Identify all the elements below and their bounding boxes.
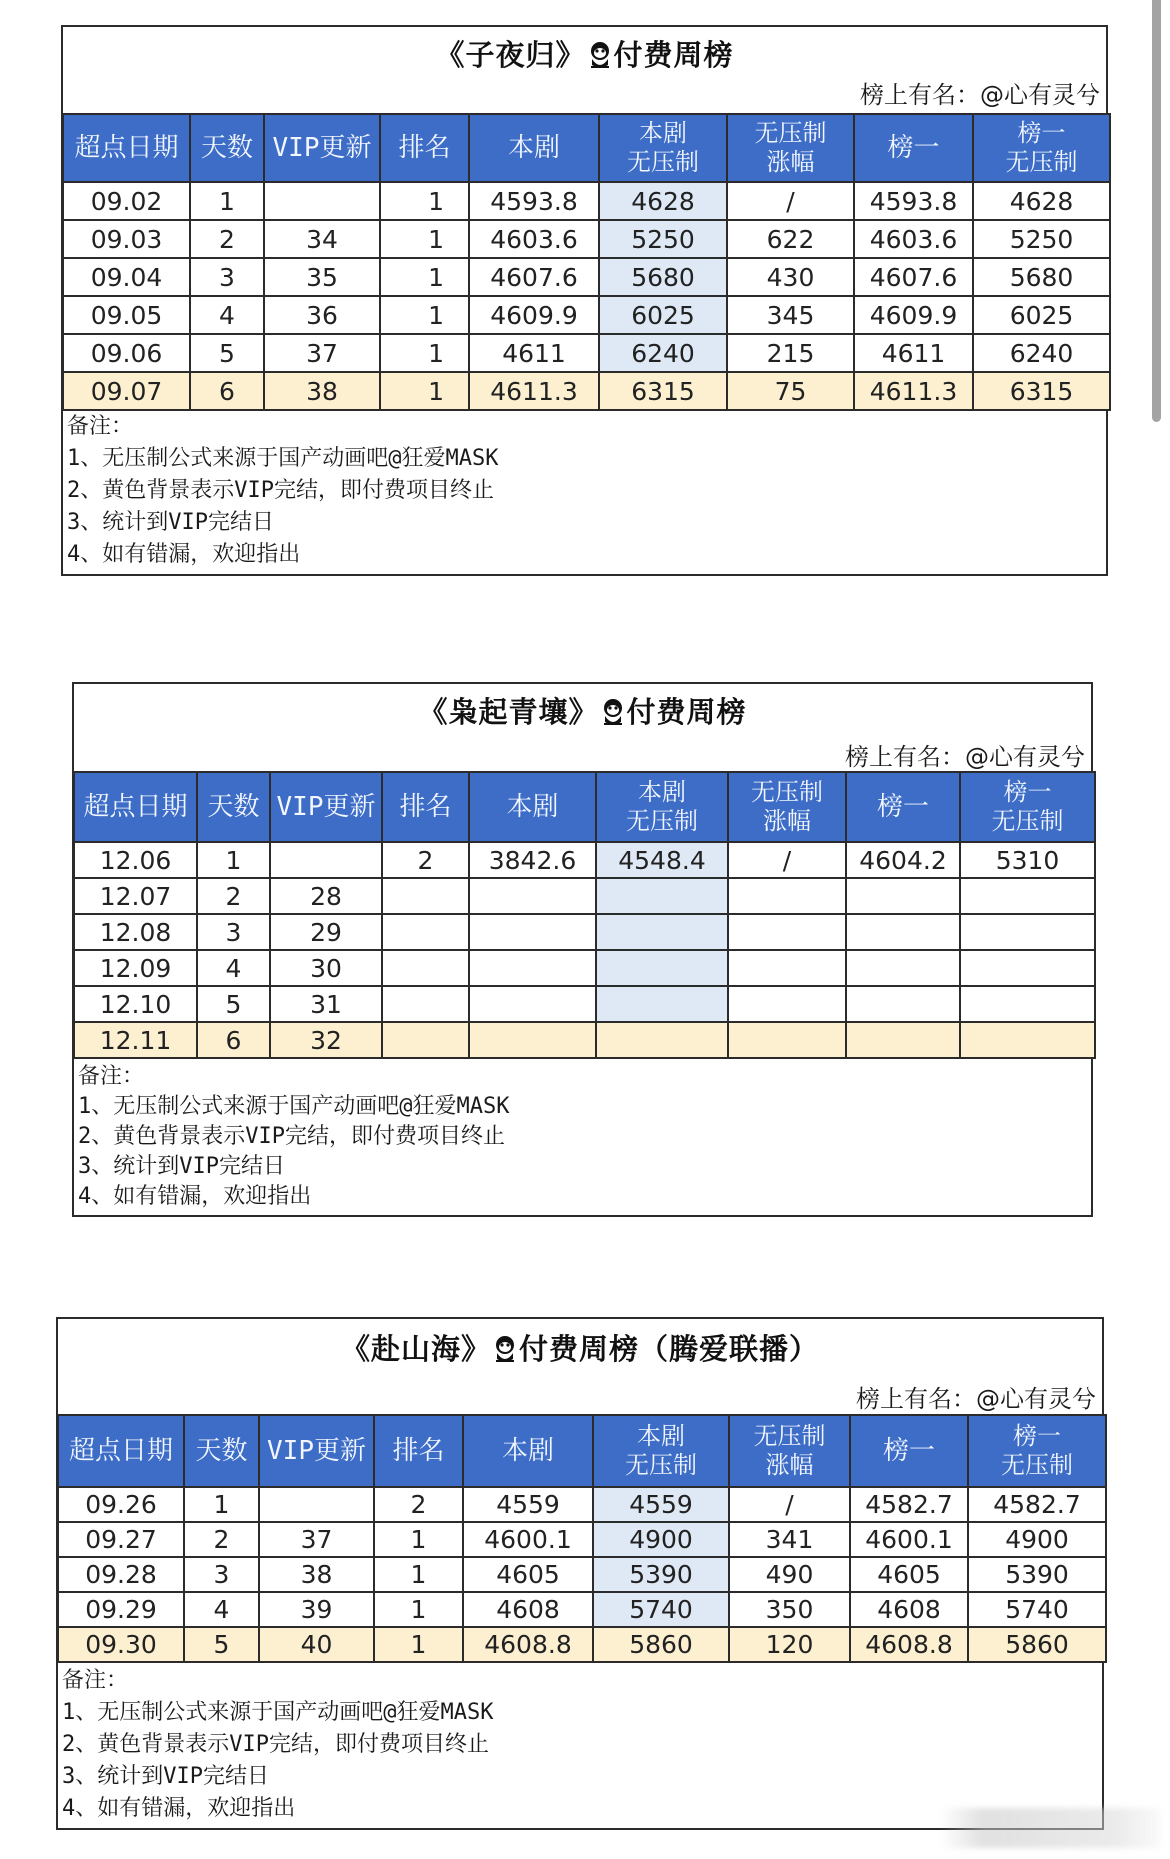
cell-show-nocap: 5740 (593, 1592, 729, 1627)
cell-day: 3 (190, 258, 264, 296)
credit: 榜上有名：@心有灵兮 (845, 743, 1085, 771)
cell-day: 4 (197, 950, 270, 986)
cell-show-nocap: 5250 (599, 220, 727, 258)
col-date: 超点日期 (58, 1415, 184, 1487)
header-row (74, 772, 1095, 842)
cell-date: 09.29 (58, 1592, 184, 1627)
cell-delta (728, 950, 846, 986)
cell-day: 6 (197, 1022, 270, 1058)
cell-day: 5 (184, 1627, 259, 1662)
cell-rank: 1 (380, 258, 469, 296)
board-title (58, 1327, 1102, 1370)
cell-date: 12.08 (74, 914, 197, 950)
col-top-nocap: 榜一 无压制 (973, 114, 1110, 182)
note-item: 3、统计到VIP完结日 (62, 1764, 269, 1789)
table-row (58, 1592, 1106, 1627)
cell-rank (382, 914, 469, 950)
notes-heading: 备注： (67, 414, 134, 439)
cell-top: 4608.8 (850, 1627, 968, 1662)
cell-rank: 1 (380, 296, 469, 334)
header-row (58, 1415, 1106, 1487)
cell-show (469, 878, 596, 914)
cell-top: 4604.2 (846, 842, 960, 878)
col-show-nocap: 本剧 无压制 (599, 114, 727, 182)
cell-day: 2 (197, 878, 270, 914)
cell-top (846, 986, 960, 1022)
cell-show: 4608.8 (463, 1627, 593, 1662)
cell-show: 4559 (463, 1487, 593, 1522)
cell-top: 4600.1 (850, 1522, 968, 1557)
table-row (58, 1487, 1106, 1522)
cell-vip: 36 (264, 296, 380, 334)
cell-day: 3 (197, 914, 270, 950)
table-row (74, 878, 1095, 914)
cell-date: 09.02 (63, 182, 190, 220)
cell-rank: 1 (374, 1592, 463, 1627)
cell-rank: 1 (374, 1627, 463, 1662)
cell-date: 12.07 (74, 878, 197, 914)
board-subtitle: 付费周榜 (613, 38, 734, 72)
cell-date: 12.11 (74, 1022, 197, 1058)
cell-top: 4608 (850, 1592, 968, 1627)
cell-day: 1 (197, 842, 270, 878)
cell-vip (264, 182, 380, 220)
cell-top-nocap: 5250 (973, 220, 1110, 258)
scrollbar[interactable] (1152, 0, 1161, 422)
table-row (63, 182, 1110, 220)
cell-top: 4611.3 (854, 372, 973, 410)
col-rank: 排名 (380, 114, 469, 182)
cell-top: 4582.7 (850, 1487, 968, 1522)
note-item: 3、统计到VIP完结日 (67, 510, 274, 535)
note-item: 1、无压制公式来源于国产动画吧@狂爱MASK (67, 446, 499, 471)
cell-delta: 120 (729, 1627, 850, 1662)
board-ziyegui (61, 25, 1108, 576)
cell-show: 3842.6 (469, 842, 596, 878)
note-item: 2、黄色背景表示VIP完结，即付费项目终止 (62, 1732, 489, 1757)
table-row (58, 1557, 1106, 1592)
col-show-nocap: 本剧 无压制 (593, 1415, 729, 1487)
cell-top-nocap (960, 914, 1095, 950)
note-item: 2、黄色背景表示VIP完结，即付费项目终止 (78, 1124, 505, 1149)
note-item: 1、无压制公式来源于国产动画吧@狂爱MASK (78, 1094, 510, 1119)
credit: 榜上有名：@心有灵兮 (860, 81, 1100, 109)
col-top-nocap: 榜一 无压制 (968, 1415, 1106, 1487)
cell-delta (728, 914, 846, 950)
cell-top-nocap (960, 1022, 1095, 1058)
table-row (63, 296, 1110, 334)
cell-top-nocap: 4900 (968, 1522, 1106, 1557)
cell-delta: 350 (729, 1592, 850, 1627)
cell-show-nocap: 5860 (593, 1627, 729, 1662)
cell-show (469, 914, 596, 950)
cell-show-nocap (596, 914, 728, 950)
cell-show-nocap (596, 1022, 728, 1058)
notes-heading: 备注： (62, 1668, 129, 1693)
cell-show: 4611.3 (469, 372, 599, 410)
cell-date: 09.03 (63, 220, 190, 258)
table-row (58, 1522, 1106, 1557)
cell-vip: 35 (264, 258, 380, 296)
table-row (63, 334, 1110, 372)
cell-vip: 34 (264, 220, 380, 258)
cell-top: 4611 (854, 334, 973, 372)
cell-delta: 622 (727, 220, 854, 258)
cell-rank: 1 (374, 1557, 463, 1592)
board-title (63, 33, 1106, 76)
cell-delta: 75 (727, 372, 854, 410)
notes (78, 1062, 509, 1212)
cell-top-nocap: 5390 (968, 1557, 1106, 1592)
col-show: 本剧 (463, 1415, 593, 1487)
cell-rank (382, 986, 469, 1022)
col-vip: VIP更新 (264, 114, 380, 182)
board-subtitle: 付费周榜（腾爱联播） (519, 1332, 820, 1366)
note-item: 4、如有错漏，欢迎指出 (67, 542, 301, 567)
table-row-vip-end (74, 1022, 1095, 1058)
cell-show-nocap: 5680 (599, 258, 727, 296)
cell-delta (728, 1022, 846, 1058)
table-row (63, 258, 1110, 296)
cell-day: 4 (190, 296, 264, 334)
cell-rank: 2 (374, 1487, 463, 1522)
cell-top-nocap: 4628 (973, 182, 1110, 220)
cell-vip (259, 1487, 374, 1522)
cell-show-nocap (596, 986, 728, 1022)
cell-date: 12.10 (74, 986, 197, 1022)
cell-day: 1 (184, 1487, 259, 1522)
cell-show-nocap: 6240 (599, 334, 727, 372)
col-show: 本剧 (469, 772, 596, 842)
cell-top-nocap: 5310 (960, 842, 1095, 878)
cell-vip: 32 (270, 1022, 382, 1058)
cell-day: 4 (184, 1592, 259, 1627)
cell-vip: 28 (270, 878, 382, 914)
cell-vip: 38 (259, 1557, 374, 1592)
cell-show: 4611 (469, 334, 599, 372)
cell-show (469, 950, 596, 986)
show-title: 《子夜归》 (435, 38, 586, 72)
cell-show-nocap: 4628 (599, 182, 727, 220)
cell-day: 5 (197, 986, 270, 1022)
cell-top-nocap (960, 878, 1095, 914)
cell-top (846, 878, 960, 914)
board-xiaoqiqingrang (72, 682, 1093, 1217)
cell-rank: 1 (380, 334, 469, 372)
cell-vip (270, 842, 382, 878)
cell-top (846, 914, 960, 950)
table-row (74, 950, 1095, 986)
col-nocap-delta: 无压制 涨幅 (729, 1415, 850, 1487)
col-top: 榜一 (854, 114, 973, 182)
cell-date: 12.06 (74, 842, 197, 878)
cell-delta: 490 (729, 1557, 850, 1592)
cell-show: 4605 (463, 1557, 593, 1592)
cell-show: 4609.9 (469, 296, 599, 334)
note-item: 4、如有错漏，欢迎指出 (78, 1184, 312, 1209)
note-item: 1、无压制公式来源于国产动画吧@狂爱MASK (62, 1700, 494, 1725)
cell-vip: 40 (259, 1627, 374, 1662)
cell-rank: 1 (380, 220, 469, 258)
cell-top-nocap (960, 950, 1095, 986)
cell-show-nocap: 4559 (593, 1487, 729, 1522)
cell-rank (382, 1022, 469, 1058)
cell-show (469, 1022, 596, 1058)
cell-delta: 345 (727, 296, 854, 334)
cell-top: 4609.9 (854, 296, 973, 334)
cell-vip: 39 (259, 1592, 374, 1627)
cell-top: 4593.8 (854, 182, 973, 220)
cell-rank (382, 878, 469, 914)
cell-show: 4608 (463, 1592, 593, 1627)
table-row-vip-end (58, 1627, 1106, 1662)
cell-vip: 29 (270, 914, 382, 950)
cell-delta: / (729, 1487, 850, 1522)
col-top-nocap: 榜一 无压制 (960, 772, 1095, 842)
cell-rank: 1 (380, 182, 469, 220)
cell-show-nocap: 6315 (599, 372, 727, 410)
header-row (63, 114, 1110, 182)
cell-day: 2 (184, 1522, 259, 1557)
cell-show: 4593.8 (469, 182, 599, 220)
cell-date: 09.27 (58, 1522, 184, 1557)
penguin-icon (493, 1335, 517, 1370)
cell-top-nocap: 5680 (973, 258, 1110, 296)
cell-vip: 37 (259, 1522, 374, 1557)
cell-show-nocap: 4548.4 (596, 842, 728, 878)
cell-day: 2 (190, 220, 264, 258)
cell-date: 09.04 (63, 258, 190, 296)
table-row (74, 842, 1095, 878)
col-nocap-delta: 无压制 涨幅 (727, 114, 854, 182)
cell-date: 09.30 (58, 1627, 184, 1662)
cell-top-nocap: 6240 (973, 334, 1110, 372)
cell-show-nocap (596, 878, 728, 914)
cell-date: 09.26 (58, 1487, 184, 1522)
table-row (63, 220, 1110, 258)
board-title (74, 690, 1091, 733)
cell-top-nocap: 5740 (968, 1592, 1106, 1627)
cell-delta: / (727, 182, 854, 220)
table-row (74, 914, 1095, 950)
col-show-nocap: 本剧 无压制 (596, 772, 728, 842)
cell-vip: 30 (270, 950, 382, 986)
cell-show-nocap: 6025 (599, 296, 727, 334)
cell-vip: 38 (264, 372, 380, 410)
credit: 榜上有名：@心有灵兮 (856, 1385, 1096, 1413)
cell-rank: 1 (380, 372, 469, 410)
board-subtitle: 付费周榜 (626, 695, 747, 729)
cell-show (469, 986, 596, 1022)
show-title: 《枭起青壤》 (418, 695, 599, 729)
notes-heading: 备注： (78, 1064, 145, 1089)
board-fushanhai (56, 1317, 1104, 1830)
cell-top: 4605 (850, 1557, 968, 1592)
ranking-table (57, 1414, 1107, 1663)
col-date: 超点日期 (63, 114, 190, 182)
penguin-icon (601, 698, 625, 733)
cell-top-nocap (960, 986, 1095, 1022)
cell-delta: 430 (727, 258, 854, 296)
cell-show-nocap (596, 950, 728, 986)
cell-day: 6 (190, 372, 264, 410)
note-item: 4、如有错漏，欢迎指出 (62, 1796, 296, 1821)
cell-vip: 37 (264, 334, 380, 372)
cell-delta: / (728, 842, 846, 878)
ranking-table (62, 113, 1111, 411)
blurred-watermark (940, 1808, 1160, 1848)
col-top: 榜一 (846, 772, 960, 842)
cell-vip: 31 (270, 986, 382, 1022)
cell-date: 09.07 (63, 372, 190, 410)
note-item: 3、统计到VIP完结日 (78, 1154, 285, 1179)
cell-rank: 1 (374, 1522, 463, 1557)
cell-top-nocap: 6025 (973, 296, 1110, 334)
cell-date: 09.28 (58, 1557, 184, 1592)
table-row-vip-end (63, 372, 1110, 410)
cell-top: 4603.6 (854, 220, 973, 258)
notes (62, 1665, 493, 1825)
col-nocap-delta: 无压制 涨幅 (728, 772, 846, 842)
col-date: 超点日期 (74, 772, 197, 842)
cell-delta (728, 878, 846, 914)
cell-top-nocap: 5860 (968, 1627, 1106, 1662)
cell-top-nocap: 6315 (973, 372, 1110, 410)
cell-top-nocap: 4582.7 (968, 1487, 1106, 1522)
cell-day: 3 (184, 1557, 259, 1592)
col-days: 天数 (190, 114, 264, 182)
cell-show-nocap: 4900 (593, 1522, 729, 1557)
cell-show: 4603.6 (469, 220, 599, 258)
cell-show-nocap: 5390 (593, 1557, 729, 1592)
show-title: 《赴山海》 (340, 1332, 491, 1366)
cell-top (846, 950, 960, 986)
col-vip: VIP更新 (270, 772, 382, 842)
cell-date: 12.09 (74, 950, 197, 986)
cell-delta: 341 (729, 1522, 850, 1557)
col-days: 天数 (184, 1415, 259, 1487)
col-vip: VIP更新 (259, 1415, 374, 1487)
cell-top (846, 1022, 960, 1058)
col-days: 天数 (197, 772, 270, 842)
cell-date: 09.05 (63, 296, 190, 334)
col-top: 榜一 (850, 1415, 968, 1487)
col-rank: 排名 (374, 1415, 463, 1487)
cell-rank: 2 (382, 842, 469, 878)
cell-show: 4600.1 (463, 1522, 593, 1557)
cell-rank (382, 950, 469, 986)
cell-show: 4607.6 (469, 258, 599, 296)
cell-date: 09.06 (63, 334, 190, 372)
ranking-table (73, 771, 1096, 1059)
col-rank: 排名 (382, 772, 469, 842)
note-item: 2、黄色背景表示VIP完结，即付费项目终止 (67, 478, 494, 503)
notes (67, 411, 498, 571)
cell-day: 1 (190, 182, 264, 220)
col-show: 本剧 (469, 114, 599, 182)
cell-delta (728, 986, 846, 1022)
penguin-icon (588, 41, 612, 76)
table-row (74, 986, 1095, 1022)
cell-day: 5 (190, 334, 264, 372)
cell-top: 4607.6 (854, 258, 973, 296)
cell-delta: 215 (727, 334, 854, 372)
